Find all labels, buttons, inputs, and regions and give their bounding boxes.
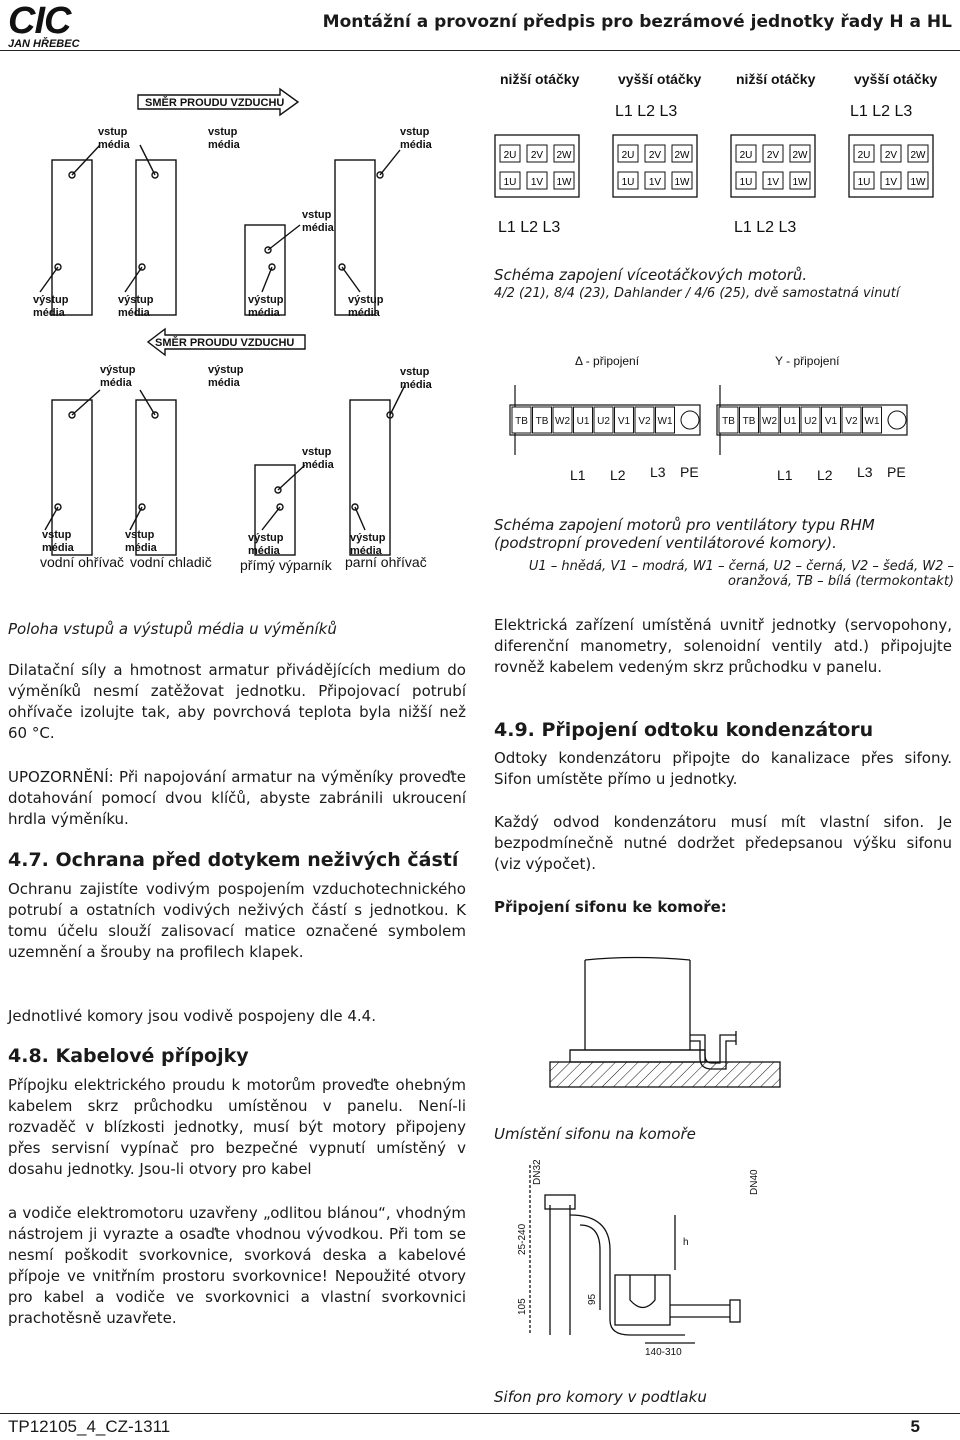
phase-label: L1 L2 L3 — [734, 219, 797, 236]
heading-4-9: 4.9. Připojení odtoku kondenzátoru — [494, 719, 874, 741]
page-number: 5 — [910, 1417, 920, 1436]
rhm-terminal-label: TB — [535, 416, 549, 427]
port-label: výstup — [248, 532, 284, 544]
rhm-terminal-label: U2 — [804, 416, 817, 427]
rhm-terminal-label: V2 — [638, 416, 651, 427]
phase-label: L1 L2 L3 — [850, 103, 913, 120]
dimension-label: DN40 — [749, 1169, 760, 1195]
air-direction-label-top: SMĚR PROUDU VZDUCHU — [145, 97, 285, 109]
port-label: vstup — [302, 446, 332, 458]
rhm-colors-note: U1 – hnědá, V1 – modrá, W1 – černá, U2 – černá, V2 – šedá, W2 – oranžová, TB – bílá (termokontakt) — [528, 559, 954, 589]
rhm-terminal-label: TB — [742, 416, 756, 427]
supply-label: L3 — [650, 464, 666, 480]
supply-label: PE — [680, 464, 699, 480]
exchanger-label-evaporator: přímý výparník — [240, 557, 332, 573]
rhm-caption: Schéma zapojení motorů pro ventilátory typu RHM (podstropní provedení ventilátorové komory). — [494, 516, 875, 552]
port-label: výstup — [208, 364, 244, 376]
port-label: média — [125, 542, 157, 554]
port-label: média — [302, 222, 334, 234]
exchanger-label-steam-heater: parní ohřívač — [345, 554, 427, 570]
port-label: média — [208, 377, 240, 389]
terminal-label: 1W — [792, 177, 808, 188]
dimension-label: 95 — [587, 1293, 598, 1305]
exchanger-ports-diagram — [0, 55, 490, 600]
footer-divider — [0, 1413, 960, 1414]
supply-label: L1 — [777, 467, 793, 483]
document-title: Montážní a provozní předpis pro bezrámové jednotky řady H a HL — [322, 12, 952, 32]
terminal-label: 2W — [556, 150, 572, 161]
exchanger-label-water-heater: vodní ohřívač — [40, 554, 125, 570]
exchanger-label-water-cooler: vodní chladič — [130, 554, 212, 570]
dimension-label: 140-310 — [645, 1347, 682, 1358]
port-label: média — [248, 307, 280, 319]
port-label: média — [42, 542, 74, 554]
port-label: média — [98, 139, 130, 151]
rhm-terminal-label: W2 — [762, 416, 777, 427]
paragraph-dilatation: Dilatační síly a hmotnost armatur přivádějících medium do výměníků nesmí zatěžovat jednotku. Připojovací potrubí ohřívače izolujte tak, aby povrchová teplota byla nižší než 60 °C. — [8, 661, 466, 742]
rhm-terminal-label: U2 — [597, 416, 610, 427]
supply-label: L2 — [817, 467, 833, 483]
port-label: výstup — [348, 294, 384, 306]
terminal-label: 1U — [857, 177, 871, 188]
document-code: TP12105_4_CZ-1311 — [8, 1417, 171, 1436]
terminal-label: 1U — [621, 177, 635, 188]
terminal-label: 1W — [674, 177, 690, 188]
paragraph-drains: Odtoky kondenzátoru připojte do kanalizace přes sifony. Sifon umístěte přímo u jednotky. — [494, 749, 952, 788]
phase-label: L1 L2 L3 — [615, 103, 678, 120]
terminal-label: 2W — [792, 150, 808, 161]
terminal-label: 2W — [674, 150, 690, 161]
port-label: vstup — [400, 126, 430, 138]
ground-icon — [681, 411, 699, 429]
speed-label: nižší otáčky — [736, 71, 816, 87]
terminal-label: 1V — [530, 177, 544, 188]
port-label: média — [118, 307, 150, 319]
terminal-label: 1W — [556, 177, 572, 188]
heading-4-8: 4.8. Kabelové přípojky — [8, 1045, 249, 1067]
port-label: vstup — [42, 529, 72, 541]
port-label: vstup — [98, 126, 128, 138]
rhm-wiring-diagram — [495, 345, 960, 495]
ground-icon — [888, 411, 906, 429]
terminal-label: 2W — [910, 150, 926, 161]
port-label: média — [350, 545, 382, 557]
paragraph-electrical: Elektrická zařízení umístěná uvnitř jednotky (servopohony, diferenční manometry, solenoidní ventily atd.) připojujte rovněž kabelem vedeným skrz průchodku v panelu. — [494, 616, 952, 676]
port-label: vstup — [208, 126, 238, 138]
port-label: média — [100, 377, 132, 389]
port-label: výstup — [350, 532, 386, 544]
port-label: média — [33, 307, 65, 319]
siphon-detail-drawing — [495, 1155, 785, 1360]
port-label: výstup — [248, 294, 284, 306]
heading-4-7: 4.7. Ochrana před dotykem neživých částí — [8, 849, 459, 871]
terminal-label: 2U — [503, 150, 517, 161]
port-label: média — [302, 459, 334, 471]
multispeed-caption: Schéma zapojení víceotáčkových motorů. — [494, 266, 808, 284]
port-label: média — [400, 139, 432, 151]
port-label: vstup — [302, 209, 332, 221]
port-label: vstup — [125, 529, 155, 541]
port-label: výstup — [33, 294, 69, 306]
supply-label: L1 — [570, 467, 586, 483]
speed-label: vyšší otáčky — [618, 71, 702, 87]
paragraph-cables-a: Přípojku elektrického proudu k motorům proveďte ohebným kabelem skrz průchodku umístěnou v panelu. Není-li rozvaděč v blízkosti jednotky, musí být motory připojeny přes servisní vypínač pro bezpečné vypnutí umístěný v dosahu jednotky. Jsou-li otvory pro kabel — [8, 1076, 466, 1178]
multispeed-caption-detail: 4/2 (21), 8/4 (23), Dahlander / 4/6 (25), dvě samostatná vinutí — [494, 286, 900, 301]
star-connection-label: Y - připojení — [775, 354, 840, 368]
terminal-label: 1V — [884, 177, 898, 188]
paragraph-warning: UPOZORNĚNÍ: Při napojování armatur na výměníky proveďte dotahování pomocí dvou klíčů, abyste zabránili ukroucení hrdla výměníku. — [8, 768, 466, 828]
header-divider — [0, 50, 960, 51]
rhm-terminal-label: U1 — [576, 416, 590, 427]
terminal-label: 1W — [910, 177, 926, 188]
rhm-terminal-label: W1 — [657, 416, 673, 427]
terminal-label: 1U — [739, 177, 753, 188]
paragraph-siphon: Každý odvod kondenzátoru musí mít vlastní sifon. Je bezpodmínečně nutné dodržet předepsanou výšku sifonu (viz výpočet). — [494, 813, 952, 873]
port-label: výstup — [118, 294, 154, 306]
port-label: média — [348, 307, 380, 319]
supply-label: L3 — [857, 464, 873, 480]
port-label: média — [400, 379, 432, 391]
siphon-heading: Připojení sifonu ke komoře: — [494, 898, 727, 916]
logo-subtitle: JAN HŘEBEC — [8, 38, 80, 50]
paragraph-cables-b: a vodiče elektromotoru uzavřeny „odlitou blánou“, vhodným nástrojem ji vyrazte a osaďte vhodnou vývodkou. Při tom se nesmí poškodit svorkovnice, svorková deska a kabelové přípoje ve vnitřním prostoru svorkovnice! Nepoužité otvory pro kabel a vodiče ve svorkovnici a vlastní svorkovnici prachotěsně uzavřete. — [8, 1204, 466, 1327]
rhm-terminal-label: TB — [515, 416, 528, 427]
multispeed-wiring-diagram — [490, 60, 960, 240]
paragraph-protection: Ochranu zajistíte vodivým pospojením vzduchotechnického potrubí a ostatních vodivých neživých částí s jednotkou. K tomu účelu slouží zalisovací matice označené symbolem uzemnění a šrouby na profilech klapek. — [8, 880, 466, 961]
logo-text: CIC — [8, 0, 71, 42]
siphon-placement-drawing — [540, 945, 800, 1105]
speed-label: nižší otáčky — [500, 71, 580, 87]
terminal-label: 1V — [648, 177, 662, 188]
supply-label: PE — [887, 464, 906, 480]
terminal-label: 2U — [739, 150, 753, 161]
rhm-terminal-label: V2 — [845, 416, 858, 427]
exchanger-caption: Poloha vstupů a výstupů média u výměníků — [8, 620, 337, 638]
port-label: výstup — [100, 364, 136, 376]
air-direction-label-bottom: SMĚR PROUDU VZDUCHU — [155, 337, 295, 349]
dimension-label: DN32 — [532, 1159, 543, 1185]
paragraph-chambers: Jednotlivé komory jsou vodivě pospojeny dle 4.4. — [8, 1007, 376, 1025]
terminal-label: 1V — [766, 177, 780, 188]
speed-label: vyšší otáčky — [854, 71, 938, 87]
terminal-label: 2V — [530, 150, 544, 161]
phase-label: L1 L2 L3 — [498, 219, 561, 236]
terminal-label: 2U — [857, 150, 871, 161]
dimension-label: 105 — [517, 1298, 528, 1315]
terminal-label: 2U — [621, 150, 635, 161]
supply-label: L2 — [610, 467, 626, 483]
dimension-label: 25-240 — [517, 1223, 528, 1255]
rhm-terminal-label: W1 — [864, 416, 880, 427]
siphon-detail-caption: Sifon pro komory v podtlaku — [494, 1388, 707, 1406]
port-label: média — [208, 139, 240, 151]
terminal-label: 2V — [648, 150, 662, 161]
port-label: vstup — [400, 366, 430, 378]
terminal-label: 2V — [766, 150, 780, 161]
port-label: média — [248, 545, 280, 557]
dimension-label: h — [683, 1237, 689, 1248]
rhm-terminal-label: V1 — [617, 416, 631, 427]
company-logo — [8, 0, 108, 50]
terminal-label: 1U — [503, 177, 517, 188]
siphon-placement-caption: Umístění sifonu na komoře — [494, 1125, 696, 1143]
rhm-terminal-label: U1 — [783, 416, 797, 427]
delta-connection-label: Δ - připojení — [575, 354, 640, 368]
rhm-terminal-label: TB — [722, 416, 735, 427]
rhm-terminal-label: V1 — [824, 416, 838, 427]
terminal-label: 2V — [884, 150, 898, 161]
rhm-terminal-label: W2 — [555, 416, 570, 427]
